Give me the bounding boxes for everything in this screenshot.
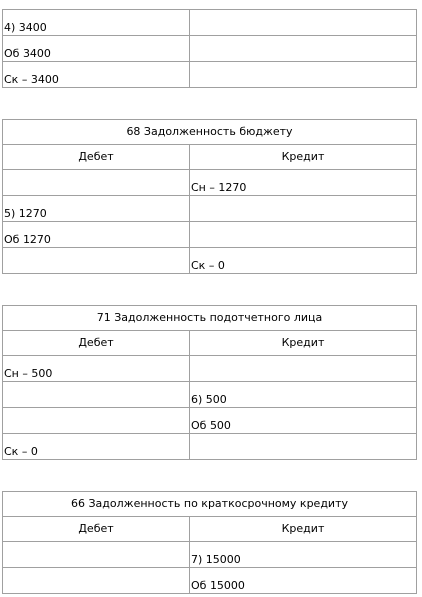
table-row bbox=[3, 382, 417, 408]
debit-cell: 4) 3400 bbox=[3, 10, 190, 36]
credit-cell: Об 500 bbox=[190, 408, 417, 434]
account-top-table bbox=[2, 9, 417, 88]
debit-cell bbox=[3, 568, 190, 594]
table-header-row bbox=[3, 145, 417, 170]
debit-cell: Ск – 0 bbox=[3, 434, 190, 460]
credit-cell bbox=[190, 196, 417, 222]
debit-header: Дебет bbox=[3, 145, 190, 170]
table-row bbox=[3, 10, 417, 36]
table-row bbox=[3, 222, 417, 248]
table-header-row bbox=[3, 331, 417, 356]
debit-cell bbox=[3, 408, 190, 434]
account-68-table bbox=[2, 119, 417, 274]
table-row bbox=[3, 62, 417, 88]
table-row bbox=[3, 542, 417, 568]
credit-cell: 6) 500 bbox=[190, 382, 417, 408]
debit-header: Дебет bbox=[3, 517, 190, 542]
table-row bbox=[3, 356, 417, 382]
table-row bbox=[3, 248, 417, 274]
table-row bbox=[3, 568, 417, 594]
debit-header: Дебет bbox=[3, 331, 190, 356]
table-title-row bbox=[3, 120, 417, 145]
table-row bbox=[3, 434, 417, 460]
table-title: 68 Задолженность бюджету bbox=[3, 120, 417, 145]
credit-cell bbox=[190, 222, 417, 248]
table-title: 71 Задолженность подотчетного лица bbox=[3, 306, 417, 331]
credit-cell bbox=[190, 10, 417, 36]
debit-cell bbox=[3, 248, 190, 274]
table-row bbox=[3, 36, 417, 62]
table-title-row bbox=[3, 492, 417, 517]
credit-cell bbox=[190, 62, 417, 88]
debit-cell bbox=[3, 542, 190, 568]
credit-cell bbox=[190, 434, 417, 460]
credit-cell: 7) 15000 bbox=[190, 542, 417, 568]
table-title-row bbox=[3, 306, 417, 331]
account-71-table bbox=[2, 305, 417, 460]
credit-header: Кредит bbox=[190, 145, 417, 170]
account-66-table bbox=[2, 491, 417, 594]
credit-header: Кредит bbox=[190, 517, 417, 542]
debit-cell: Сн – 500 bbox=[3, 356, 190, 382]
credit-cell: Сн – 1270 bbox=[190, 170, 417, 196]
credit-cell: Ск – 0 bbox=[190, 248, 417, 274]
table-row bbox=[3, 408, 417, 434]
table-title: 66 Задолженность по краткосрочному кредиту bbox=[3, 492, 417, 517]
debit-cell: Ск – 3400 bbox=[3, 62, 190, 88]
table-row bbox=[3, 170, 417, 196]
debit-cell: Об 1270 bbox=[3, 222, 190, 248]
credit-header: Кредит bbox=[190, 331, 417, 356]
debit-cell bbox=[3, 170, 190, 196]
table-header-row bbox=[3, 517, 417, 542]
debit-cell bbox=[3, 382, 190, 408]
debit-cell: Об 3400 bbox=[3, 36, 190, 62]
table-row bbox=[3, 196, 417, 222]
credit-cell bbox=[190, 36, 417, 62]
credit-cell: Об 15000 bbox=[190, 568, 417, 594]
credit-cell bbox=[190, 356, 417, 382]
debit-cell: 5) 1270 bbox=[3, 196, 190, 222]
